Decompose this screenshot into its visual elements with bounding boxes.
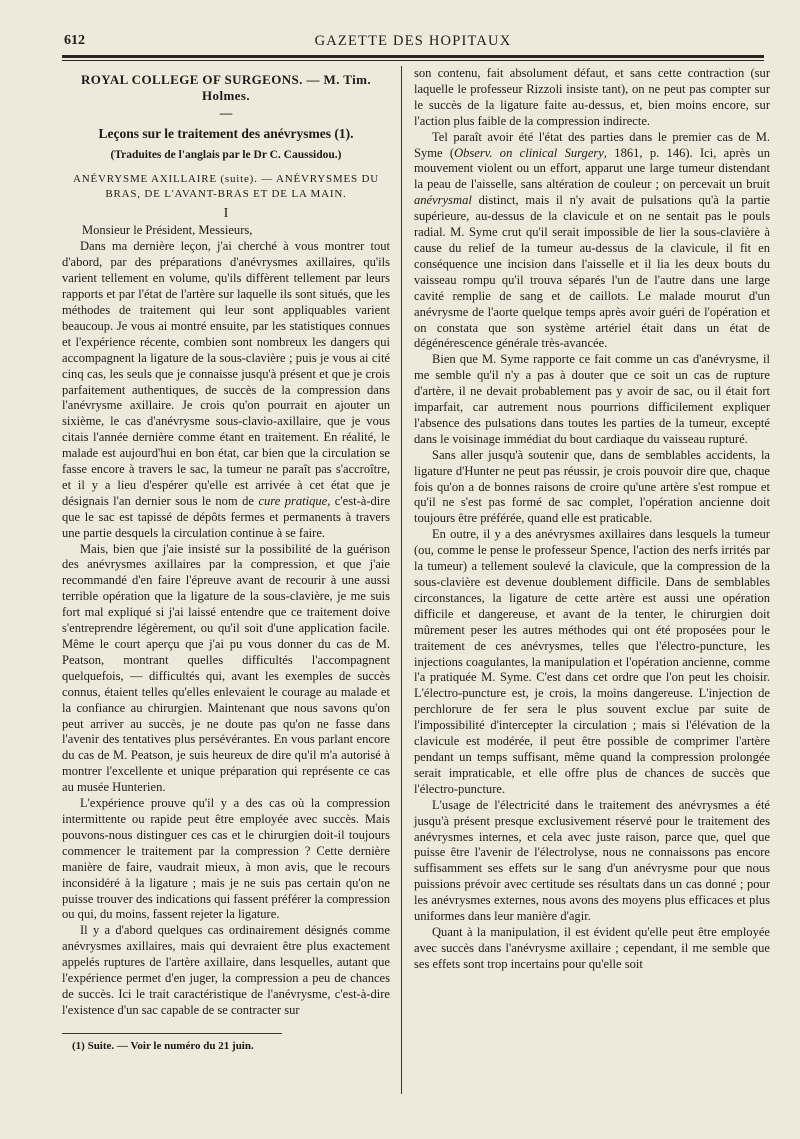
right-column (414, 66, 770, 1139)
paragraph-text: , 1861, p. 146). Ici, après un mouvement violent ou un effort, apparut une large tumeur distendant la peau de l'aisselle, sans altération de couleur ; on percevait un bruit (414, 145, 770, 192)
paragraph-text: Dans ma dernière leçon, j'ai cherché à vous montrer tout d'abord, par des préparations d'anévrysmes axillaires, qu'ils varient tellement en volume, qu'ils diffèrent tellement par leurs rapports et par l'état de l'artère sur laquelle ils sont situés, que les méthodes de traitement qui leur sont appliquables varient beaucoup. Je vous ai montré ensuite, par les statistiques connues et l'expérience récente, combien sont nombreux les dangers qui accompagnent la ligature de la sous-clavière ; puis je vous ai cité cinq cas, les seuls que je connaisse jusqu'à présent et que je crois parfaitement authentiques, de succès de la compression dans l'anévrysme axillaire. Je crois qu'on pourrait en ajouter un sixième, le cas d'anévrysme sous-clavio-axillaire, que je vous citais l'année dernière comme étant en traitement. En réalité, le malade est aujourd'hui en bon état, car bien que la circulation se fasse encore à travers le sac, la tumeur ne paraît pas s'accroître, et il y a lieu d'espérer qu'elle est arrivée à cet état que je désignais l'an dernier sous le nom de (62, 239, 390, 508)
paragraph: L'expérience prouve qu'il y a des cas où la compression intermittente ou rapide peut être employée avec succès. Mais pouvons-nous distinguer ces cas et le chirurgien doit-il toujours commencer le traitement par la compression ? Cette dernière manière de faire, vaudrait mieux, à mon avis, que le recours inconsidéré à la ligature ; mais je ne suis pas certain qu'on ne puisse trouver des indications qui fassent préférer la compression ou qui, du moins, fassent rejeter la ligature. (62, 796, 390, 922)
paragraph-text: , c'est-à-dire que le sac est tapissé de dépôts fermes et permanents à travers une partie desquels la circulation continue à se faire. (62, 493, 391, 540)
paragraph: Mais, bien que j'aie insisté sur la possibilité de la guérison des anévrysmes axillaires par la compression, et que j'aie recommandé d'en faire l'épreuve avant de recourir à une aussi terrible opération que la ligature de la sous-clavière, je me suis fort mal expliqué si j'ai laissé entendre que ce traitement doive s'entreprendre légèrement, ou qu'il soit d'une application facile. Même le court aperçu que j'ai pu vous donner du cas de M. Peatson, montrant quelles difficultés l'accompagnent quelquefois, — difficultés qui, avant les exemples de succès connus, étaient telles qu'elles enlevaient le courage au malade et la confiance au chirurgien. Maintenant que nous savons qu'on peut arriver au succès, je ne doute pas qu'on ne fasse dans l'avenir des tentatives plus persévérantes. En vous parlant encore du cas de M. Peatson, je suis heureux de dire qu'il m'a autorisé à montrer l'excellente et unique préparation qui représente ce cas au musée Hunterien. (62, 541, 390, 795)
journal-title: GAZETTE DES HOPITAUX (314, 33, 512, 49)
paragraph: Quant à la manipulation, il est évident qu'elle peut être employée avec succès dans l'anévrysme axillaire ; cependant, il me semble que ses effets sont trop incertains pour qu'elle soit (414, 924, 770, 971)
emphasis: anévrysmal (414, 193, 472, 208)
heading-dash: — (219, 105, 233, 120)
paragraph: Bien que M. Syme rapporte ce fait comme un cas d'anévrysme, il me semble qu'il n'y a pas à douter que ce soit un cas de rupture d'artère, il ne devait probablement pas y avoir de sac, ou il était fort imparfait, car autrement nous pourrions difficilement expliquer l'absence des pulsations dans toutes les parties de la tumeur, excepté dans le voisinage immédiat du bout cardiaque du vaisseau rupturé. (414, 352, 770, 446)
header-rule-thick (62, 55, 764, 58)
paragraph-text: Tel paraît avoir été l'état des parties dans le premier cas de M. Syme ( (414, 129, 770, 160)
lecture-title: Leçons sur le traitement des anévrysmes (1). (98, 125, 354, 141)
paragraph: Il y a d'abord quelques cas ordinairement désignés comme anévrysmes axillaires, mais qui devraient être plus exactement appelés ruptures de l'artère axillaire, dans lesquelles, autant que l'expérience permet d'en juger, la compression a peu de chances de succès. Ici le trait caractéristique de l'anévrysme, c'est-à-dire l'existence d'un sac capable de se contracter sur (62, 923, 390, 1017)
paragraph: Sans aller jusqu'à soutenir que, dans de semblables accidents, la ligature d'Hunter ne peut pas réussir, je crois pouvoir dire que, chaque fois qu'on a de bonnes raisons de croire qu'une artère s'est rompue et qu'il ne s'est pas formé de sac complet, l'opération ancienne doit toujours être préférée, quand elle est praticable. (414, 447, 770, 526)
section-heading: ANÉVRYSME AXILLAIRE (suite). — ANÉVRYSMES DU BRAS, DE L'AVANT-BRAS ET DE LA MAIN. (73, 172, 379, 200)
paragraph: son contenu, fait absolument défaut, et sans cette contraction (sur laquelle le professeur Rizzoli insiste tant), on ne peut pas compter sur le succès de la ligature faite au-dessus, et, bien moins encore, sur l'action plus faible de la compression indirecte. (414, 66, 770, 128)
column-divider (401, 66, 402, 1094)
page-number: 612 (64, 33, 85, 48)
emphasis: cure pratique (258, 493, 328, 508)
paragraph: L'usage de l'électricité dans le traitement des anévrysmes a été jusqu'à présent presque exclusivement réservé pour le traitement des anévrysmes internes, et cela avec juste raison, parce que, quel que puisse être l'avenir de l'électrolyse, nous ne connaissons pas encore suffisamment ses effets sur le sang d'un anévrysme pour que nous puissions prévoir avec certitude ses résultats dans un cas donné ; pour les anévrysmes externes, nous avons des moyens plus efficaces et plus uniformes dans leur manière d'agir. (414, 797, 770, 924)
header-rule-thin (62, 60, 764, 61)
paragraph: En outre, il y a des anévrysmes axillaires dans lesquels la tumeur (ou, comme le pense le professeur Spence, l'action des nerfs irrités par la tumeur) a tellement soulevé la clavicule, que la compression de la sous-clavière est devenue doublement difficile. Dans de semblables circonstances, la ligature de cette artère est aussi une opération difficile et dangereuse, et avant de la tenter, le chirurgien doit mûrement peser les autres méthodes qui ont été proposées pour le traitement de ces anévrysmes, telles que l'électro-puncture, les injections coagulantes, la manipulation et l'opération ancienne, comme l'a pratiquée M. Syme. C'est dans cet ordre que l'on peut les choisir. L'électro-puncture est, je crois, la moins dangereuse. L'injection de perchlorure de fer sera le plus souvent exclue par suite de l'impossibilité d'intercepter la circulation ; mais si l'élévation de la clavicule est modérée, il peut être possible de comprimer l'artère pendant un temps suffisant, même quand la compression prolongée serait impraticable, et elle offre plus de chances de succès que l'électro-puncture. (414, 527, 770, 796)
institution-heading: ROYAL COLLEGE OF SURGEONS. — M. Tim. Holmes. (81, 72, 371, 103)
salutation: Monsieur le Président, Messieurs, (82, 223, 253, 238)
emphasis: Observ. on clinical Surgery (454, 145, 604, 160)
footnote-rule (62, 1033, 282, 1034)
page-header (62, 0, 764, 58)
translation-credit: (Traduites de l'anglais par le Dr C. Caussidou.) (110, 148, 342, 161)
paragraph (62, 239, 390, 541)
footnote: (1) Suite. — Voir le numéro du 21 juin. (72, 1039, 254, 1052)
paragraph (414, 130, 770, 353)
lecture-number: I (223, 205, 229, 221)
paragraph-text: distinct, mais il n'y avait de pulsations qu'à la partie supérieure, au-dessus de la clavicule et on ne sentait pas le pouls radial. M. Syme crut qu'il serait impossible de lier la sous-clavière à cause du relief de la tumeur au-dessus de la clavicule, il fit en conséquence une incision dans l'aisselle et il lia les deux bouts du vaisseau rompu qu'il trouva séparés l'un de l'autre dans une large cavité remplie de sang et de caillots. Le malade mourut d'un anévrysme de l'aorte quelque temps après avoir guéri de l'opération et on constata que son système artériel était dans un état de dégénérescence générale très-avancée. (414, 193, 770, 351)
left-column (62, 66, 390, 1139)
